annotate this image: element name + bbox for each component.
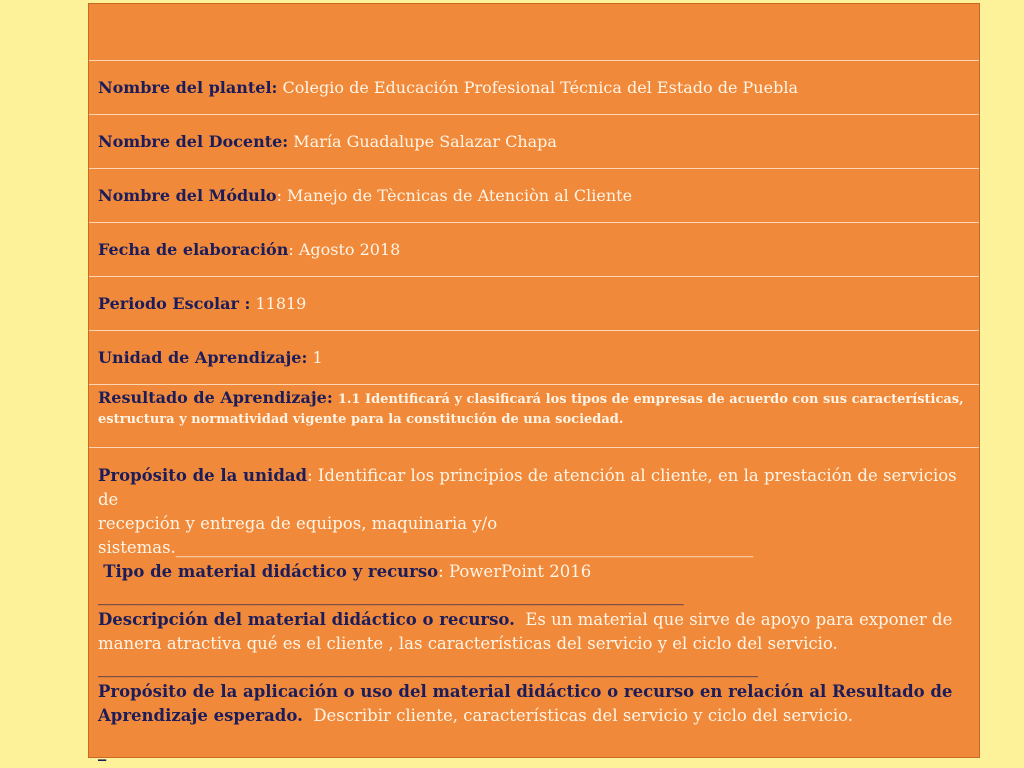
tipo-value: PowerPoint 2016 bbox=[448, 562, 592, 581]
aplicacion-label-2: Aprendizaje esperado. bbox=[98, 706, 303, 725]
unidad-label: Unidad de Aprendizaje: bbox=[98, 348, 308, 367]
fecha-separator: : bbox=[288, 240, 294, 259]
info-table bbox=[88, 3, 980, 761]
spacer bbox=[98, 728, 970, 740]
row-docente bbox=[89, 114, 979, 168]
rule-1: _______________________________________________________________________ bbox=[98, 586, 684, 605]
tipo-line bbox=[98, 560, 970, 584]
row-resultado bbox=[89, 384, 979, 447]
proposito-label: Propósito de la unidad bbox=[98, 466, 308, 485]
plantel-label: Nombre del plantel: bbox=[98, 78, 278, 97]
row-periodo bbox=[89, 276, 979, 330]
row-details bbox=[89, 447, 979, 759]
aplicacion-label-1: Propósito de la aplicación o uso del material didáctico o recurso en relación al Resultado de bbox=[98, 682, 953, 701]
tipo-separator: : bbox=[438, 562, 444, 581]
aplicacion-value: Describir cliente, características del servicio y ciclo del servicio. bbox=[313, 706, 854, 725]
periodo-label: Periodo Escolar : bbox=[98, 294, 251, 313]
proposito-value-1: Identificar los principios de atención al cliente, en la prestación de servicios de bbox=[98, 466, 957, 509]
resultado-line-1 bbox=[98, 385, 970, 411]
resultado-value-1: 1.1 Identificará y clasificará los tipos de empresas de acuerdo con sus características, bbox=[337, 392, 964, 407]
modulo-separator: : bbox=[276, 186, 282, 205]
proposito-line-1 bbox=[98, 464, 970, 512]
aplicacion-line-2 bbox=[98, 704, 970, 728]
header-row bbox=[89, 4, 979, 60]
modulo-label: Nombre del Módulo bbox=[98, 186, 277, 205]
details-block bbox=[98, 448, 970, 764]
resultado-value-2: estructura y normatividad vigente para la constitución de una sociedad. bbox=[98, 412, 624, 427]
rule-end: _ bbox=[98, 742, 107, 761]
descripcion-label: Descripción del material didáctico o recurso. bbox=[98, 610, 515, 629]
rule-2: ________________________________________________________________________________ bbox=[98, 658, 758, 677]
resultado-label: Resultado de Aprendizaje: bbox=[98, 388, 333, 407]
docente-value: María Guadalupe Salazar Chapa bbox=[293, 132, 557, 151]
modulo-value: Manejo de Tècnicas de Atenciòn al Cliente bbox=[287, 186, 633, 205]
docente-label: Nombre del Docente: bbox=[98, 132, 289, 151]
fecha-value: Agosto 2018 bbox=[298, 240, 401, 259]
unidad-value: 1 bbox=[312, 348, 323, 367]
plantel-value: Colegio de Educación Profesional Técnica del Estado de Puebla bbox=[282, 78, 798, 97]
fecha-label: Fecha de elaboración bbox=[98, 240, 289, 259]
proposito-value-3: sistemas.______________________________________________________________________ bbox=[98, 538, 754, 557]
proposito-value-2: recepción y entrega de equipos, maquinaria y/o bbox=[98, 514, 498, 533]
descripcion-value-2: manera atractiva qué es el cliente , las características del servicio y el ciclo del servicio. bbox=[98, 634, 838, 653]
descripcion-line-1 bbox=[98, 608, 970, 632]
periodo-value: 11819 bbox=[255, 294, 307, 313]
tipo-label: Tipo de material didáctico y recurso bbox=[103, 562, 439, 581]
proposito-separator: : bbox=[307, 466, 313, 485]
row-plantel bbox=[89, 60, 979, 114]
descripcion-value-1: Es un material que sirve de apoyo para exponer de bbox=[525, 610, 953, 629]
row-modulo bbox=[89, 168, 979, 222]
row-unidad bbox=[89, 330, 979, 384]
row-fecha bbox=[89, 222, 979, 276]
